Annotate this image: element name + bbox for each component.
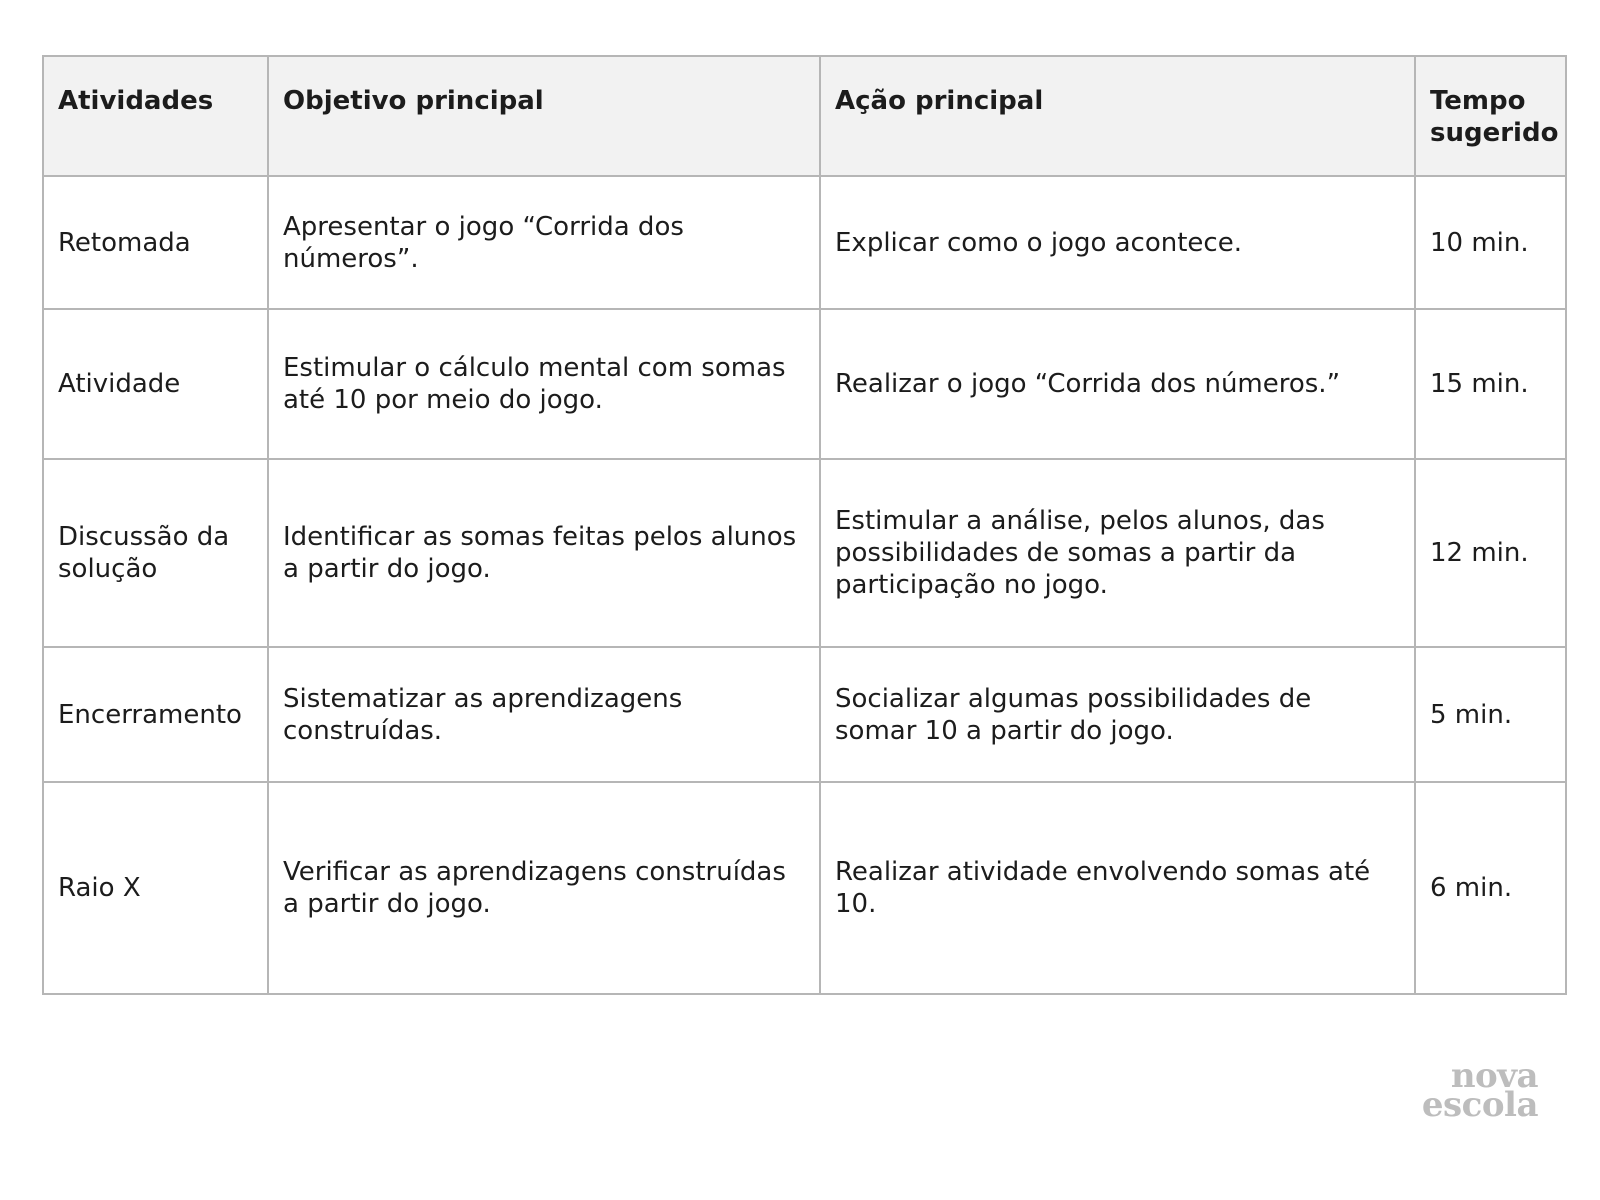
table-row [43,782,1566,994]
lesson-plan-table [42,55,1567,995]
cell-activity: Encerramento [43,647,268,782]
cell-objective: Apresentar o jogo “Corrida dos números”. [268,176,820,309]
table-header-row [43,56,1566,176]
cell-activity: Discussão da solução [43,459,268,647]
cell-objective: Verificar as aprendizagens construídas a partir do jogo. [268,782,820,994]
cell-action: Explicar como o jogo acontece. [820,176,1415,309]
cell-activity: Atividade [43,309,268,459]
cell-time: 12 min. [1415,459,1566,647]
cell-objective: Sistematizar as aprendizagens construídas. [268,647,820,782]
table-row [43,459,1566,647]
cell-activity: Retomada [43,176,268,309]
cell-action: Realizar atividade envolvendo somas até 10. [820,782,1415,994]
header-activity: Atividades [43,56,268,176]
header-action: Ação principal [820,56,1415,176]
logo-line-escola: escola [1421,1085,1538,1125]
cell-time: 15 min. [1415,309,1566,459]
cell-objective: Estimular o cálculo mental com somas até 10 por meio do jogo. [268,309,820,459]
cell-action: Estimular a análise, pelos alunos, das possibilidades de somas a partir da participação no jogo. [820,459,1415,647]
table-row [43,309,1566,459]
cell-time: 5 min. [1415,647,1566,782]
nova-escola-logo [1418,1056,1538,1125]
cell-objective: Identificar as somas feitas pelos alunos a partir do jogo. [268,459,820,647]
header-time: Tempo sugerido [1415,56,1566,176]
logo-line-nova: nova [1450,1056,1538,1096]
cell-action: Socializar algumas possibilidades de somar 10 a partir do jogo. [820,647,1415,782]
header-objective: Objetivo principal [268,56,820,176]
cell-time: 6 min. [1415,782,1566,994]
cell-time: 10 min. [1415,176,1566,309]
table-row [43,176,1566,309]
table-row [43,647,1566,782]
cell-activity: Raio X [43,782,268,994]
cell-action: Realizar o jogo “Corrida dos números.” [820,309,1415,459]
